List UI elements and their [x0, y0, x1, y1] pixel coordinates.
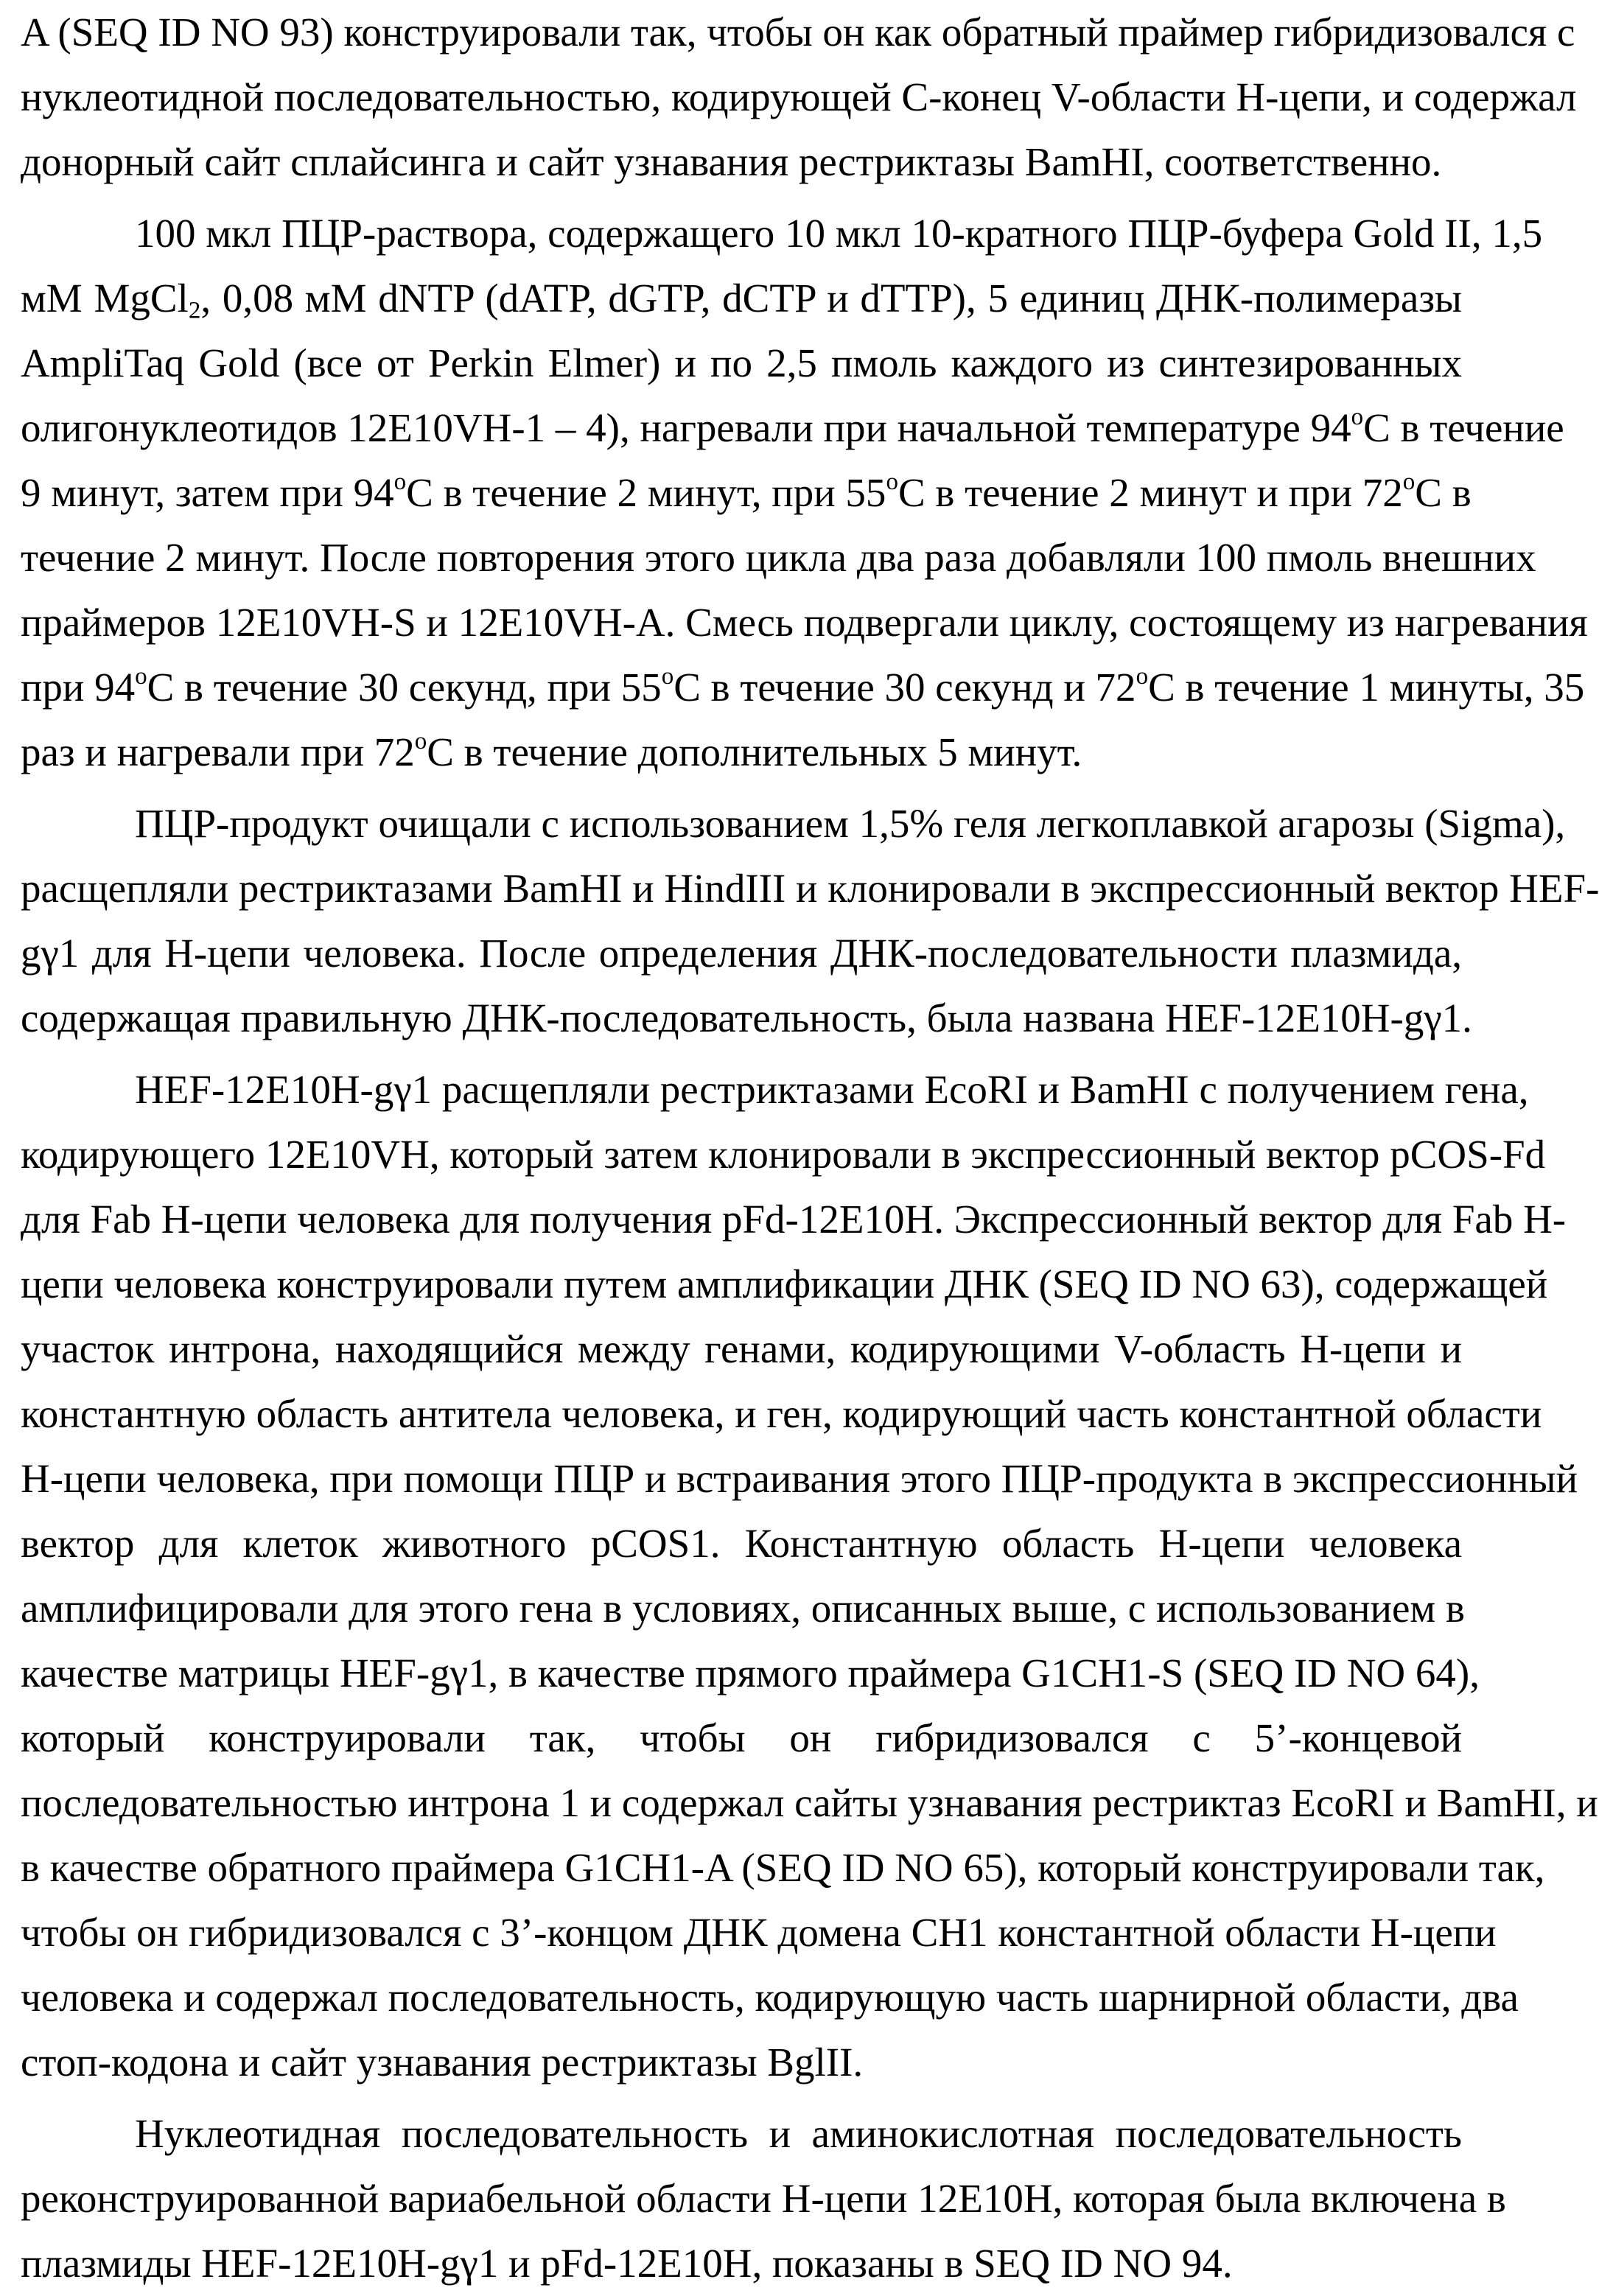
text-line [21, 65, 1577, 130]
text-run: мМ MgCl [21, 276, 189, 321]
text-line [21, 1771, 1598, 1835]
text-run: gγ1 для Н-цепи человека. После определения ДНК-последовательности плазмида, [21, 931, 1462, 976]
text-run: кодирующего 12E10VH, который затем клонировали в экспрессионный вектор pCOS-Fd [21, 1132, 1546, 1177]
text-run: для Fab Н-цепи человека для получения pFd-12E10H. Экспрессионный вектор для Fab Н- [21, 1197, 1567, 1242]
text-run: олигонуклеотидов 12E10VH-1 – 4), нагревали при начальной температуре 94 [21, 405, 1351, 450]
text-line [21, 1057, 1529, 1122]
text-run: течение 2 минут. После повторения этого цикла два раза добавляли 100 пмоль внешних [21, 535, 1536, 580]
degree-superscript: o [1351, 403, 1364, 430]
text-line [21, 986, 1472, 1051]
text-line [21, 1965, 1519, 2030]
text-line [21, 1641, 1480, 1706]
text-line [21, 791, 1566, 856]
text-line [21, 590, 1588, 655]
degree-superscript: o [886, 468, 898, 495]
text-run: ПЦР-продукт очищали с использованием 1,5% геля легкоплавкой агарозы (Sigma), [135, 801, 1566, 846]
text-line [21, 655, 1585, 720]
text-line [21, 1835, 1545, 1900]
text-run: нуклеотидной последовательностью, кодирующей С-конец V-области Н-цепи, и содержал [21, 74, 1577, 119]
text-run: 100 мкл ПЦР-раствора, содержащего 10 мкл 10-кратного ПЦР-буфера Gold II, 1,5 [135, 211, 1543, 256]
text-line [21, 331, 1462, 396]
paragraph [21, 0, 1577, 195]
degree-superscript: o [1402, 468, 1416, 495]
text-run: C в течение [1363, 405, 1564, 450]
degree-superscript: o [414, 727, 427, 755]
text-run: константную область антитела человека, и ген, кодирующий часть константной области [21, 1391, 1542, 1436]
text-run: последовательностью интрона 1 и содержал сайты узнавания рестриктаз EcoRI и BamHI, и [21, 1780, 1598, 1825]
degree-superscript: o [1136, 662, 1149, 690]
paragraph [21, 201, 1588, 785]
text-line [21, 2166, 1506, 2231]
text-run: при 94 [21, 665, 136, 710]
degree-superscript: o [661, 662, 674, 690]
text-line [21, 130, 1462, 195]
text-run: содержащая правильную ДНК-последовательность, была названа HEF-12E10H-gγ1. [21, 995, 1472, 1040]
text-run: C в течение 30 секунд и 72 [673, 665, 1136, 710]
text-run: реконструированной вариабельной области Н-цепи 12E10H, которая была включена в [21, 2176, 1506, 2221]
text-line [21, 1187, 1567, 1252]
text-line [21, 461, 1472, 525]
text-line [21, 1317, 1462, 1382]
text-run: 9 минут, затем при 94 [21, 470, 394, 515]
text-run: , 0,08 мМ dNTP (dATP, dGTP, dCTP и dTTP), 5 единиц ДНК-полимеразы [200, 276, 1462, 321]
text-line [21, 921, 1462, 986]
degree-superscript: o [393, 468, 407, 495]
text-run: плазмиды HEF-12E10H-gγ1 и pFd-12E10H, показаны в SEQ ID NO 94. [21, 2241, 1233, 2286]
paragraph [21, 791, 1599, 1051]
text-run: Нуклеотидная последовательность и аминокислотная последовательность [135, 2111, 1462, 2156]
text-line [21, 2231, 1462, 2296]
text-run: праймеров 12E10VH-S и 12E10VH-A. Смесь подвергали циклу, состоящему из нагревания [21, 600, 1588, 645]
text-run: стоп-кодона и сайт узнавания рестриктазы BglII. [21, 2040, 864, 2085]
text-line [21, 2101, 1462, 2166]
text-run: донорный сайт сплайсинга и сайт узнавания рестриктазы BamHI, соответственно. [21, 139, 1442, 184]
text-line [21, 1252, 1548, 1317]
text-run: C в течение 1 минуты, 35 [1148, 665, 1585, 710]
paragraph [21, 1057, 1598, 2095]
text-run: HEF-12E10H-gγ1 расщепляли рестриктазами EcoRI и BamHI с получением гена, [135, 1067, 1529, 1112]
document-page [21, 0, 1599, 2296]
text-run: вектор для клеток животного pCOS1. Константную область Н-цепи человека [21, 1521, 1462, 1566]
text-run: C в течение 2 минут и при 72 [898, 470, 1403, 515]
text-line [21, 1122, 1546, 1187]
text-line [21, 1446, 1578, 1511]
text-run: A (SEQ ID NO 93) конструировали так, чтобы он как обратный праймер гибридизовался с [21, 10, 1575, 55]
text-run: чтобы он гибридизовался с 3’-концом ДНК домена CH1 константной области Н-цепи [21, 1910, 1497, 1955]
text-run: расщепляли рестриктазами BamHI и HindIII и клонировали в экспрессионный вектор HEF- [21, 866, 1599, 911]
subscript: 2 [188, 297, 201, 324]
text-line [21, 1900, 1497, 1965]
text-run: C в течение 2 минут, при 55 [406, 470, 886, 515]
degree-superscript: o [135, 662, 147, 690]
text-run: человека и содержал последовательность, кодирующую часть шарнирной области, два [21, 1975, 1519, 2020]
text-run: качестве матрицы HEF-gγ1, в качестве прямого праймера G1CH1-S (SEQ ID NO 64), [21, 1651, 1480, 1695]
text-run: Н-цепи человека, при помощи ПЦР и встраивания этого ПЦР-продукта в экспрессионный [21, 1456, 1578, 1501]
text-line [21, 856, 1599, 921]
text-line [21, 1706, 1462, 1771]
text-line [21, 266, 1462, 331]
paragraph [21, 2101, 1506, 2296]
text-line [21, 1576, 1465, 1641]
text-line [21, 201, 1543, 266]
text-run: в качестве обратного праймера G1CH1-A (SEQ ID NO 65), который конструировали так, [21, 1845, 1545, 1890]
text-run: который конструировали так, чтобы он гибридизовался с 5’-концевой [21, 1715, 1462, 1760]
text-run: C в [1415, 470, 1472, 515]
text-run: AmpliTaq Gold (все от Perkin Elmer) и по 2,5 пмоль каждого из синтезированных [21, 340, 1462, 385]
text-line [21, 1382, 1542, 1446]
text-line [21, 0, 1575, 65]
text-run: амплифицировали для этого гена в условиях, описанных выше, с использованием в [21, 1586, 1465, 1631]
text-run: C в течение 30 секунд, при 55 [147, 665, 662, 710]
text-line [21, 525, 1536, 590]
text-run: раз и нагревали при 72 [21, 729, 415, 774]
text-run: C в течение дополнительных 5 минут. [427, 729, 1082, 774]
text-line [21, 396, 1564, 461]
text-run: участок интрона, находящийся между генами, кодирующими V-область Н-цепи и [21, 1326, 1462, 1371]
text-line [21, 1511, 1462, 1576]
text-line [21, 2030, 1462, 2095]
text-run: цепи человека конструировали путем амплификации ДНК (SEQ ID NO 63), содержащей [21, 1261, 1548, 1306]
text-line [21, 720, 1462, 785]
